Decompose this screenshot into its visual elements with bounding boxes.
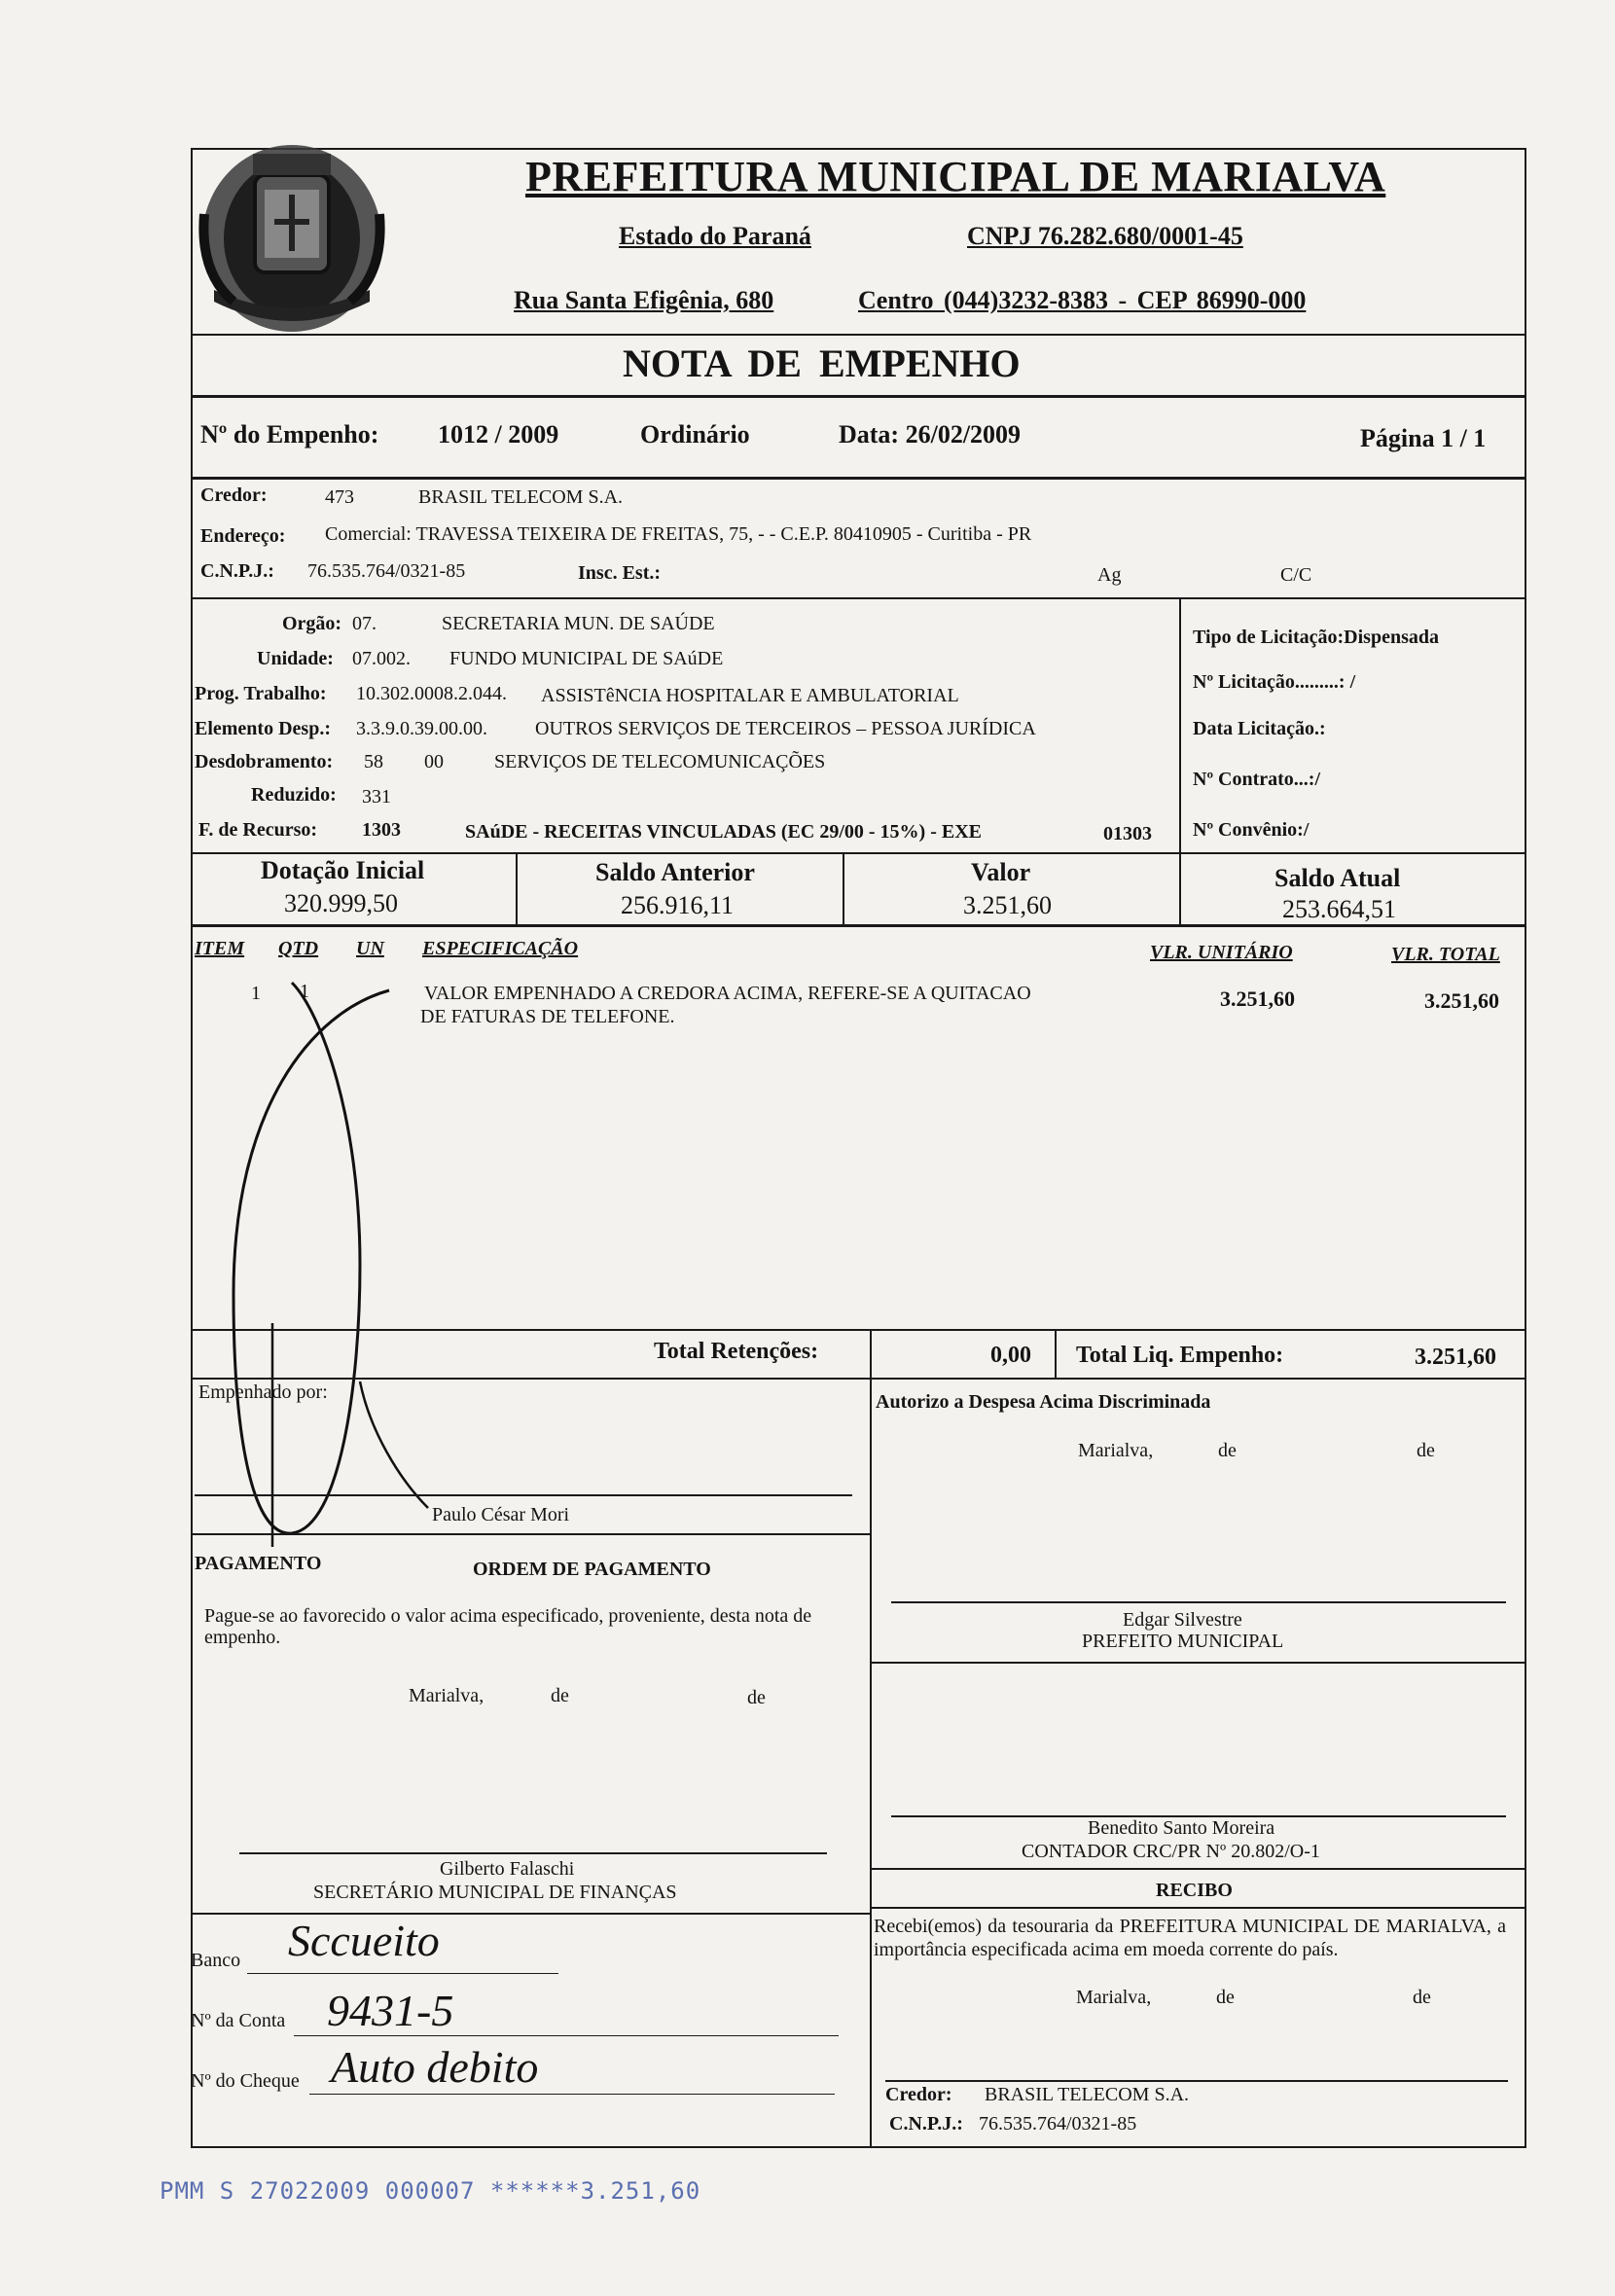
valor-label: Valor: [971, 858, 1031, 886]
handwritten-loop-mark: [195, 973, 467, 1557]
recurso-number: 01303: [1103, 823, 1152, 844]
contador-name: Benedito Santo Moreira: [1088, 1817, 1275, 1839]
col-vlr-unitario: VLR. UNITÁRIO: [1150, 942, 1293, 963]
divider: [870, 1378, 872, 2148]
divider: [191, 924, 1526, 927]
numero-licitacao: Nº Licitação.........: /: [1193, 671, 1356, 693]
divider: [870, 1868, 1526, 1870]
desdobramento-label: Desdobramento:: [195, 751, 334, 772]
processing-stamp: PMM S 27022009 000007 ******3.251,60: [160, 2177, 701, 2205]
recibo-de1: de: [1216, 1987, 1235, 2008]
divider: [191, 1329, 1526, 1331]
signature-line: [885, 2080, 1508, 2082]
recurso-name: SAúDE - RECEITAS VINCULADAS (EC 29/00 - 15%) - EXE: [465, 821, 982, 843]
divider: [870, 1907, 1526, 1909]
cheque-line: [309, 2094, 835, 2095]
saldo-atual-value: 253.664,51: [1282, 895, 1396, 923]
item-unit-value: 3.251,60: [1220, 987, 1295, 1011]
cnpj-label: C.N.P.J.:: [200, 560, 274, 582]
contador-role: CONTADOR CRC/PR Nº 20.802/O-1: [1022, 1841, 1320, 1862]
divider: [870, 1329, 872, 1378]
empenho-number: 1012 / 2009: [438, 420, 559, 448]
orgao-name: SECRETARIA MUN. DE SAÚDE: [442, 613, 715, 634]
prog-code: 10.302.0008.2.044.: [356, 683, 507, 704]
orgao-code: 07.: [352, 613, 377, 634]
saldo-atual-label: Saldo Atual: [1274, 864, 1401, 892]
divider: [843, 852, 844, 924]
recibo-city: Marialva,: [1076, 1987, 1152, 2008]
dotacao-inicial-label: Dotação Inicial: [261, 856, 425, 884]
conta-label: Nº da Conta: [191, 2010, 286, 2031]
divider: [516, 852, 518, 924]
divider: [191, 1378, 1526, 1380]
unidade-code: 07.002.: [352, 648, 411, 669]
pagamento-city: Marialva,: [409, 1685, 484, 1706]
credor-address: Comercial: TRAVESSA TEIXEIRA DE FREITAS, 75, - - C.E.P. 80410905 - Curitiba - PR: [325, 523, 1032, 545]
retencoes-label: Total Retenções:: [654, 1339, 819, 1364]
elemento-code: 3.3.9.0.39.00.00.: [356, 718, 487, 739]
orgao-label: Orgão:: [282, 613, 342, 634]
conta-handwritten: 9431-5: [327, 1986, 454, 2035]
divider: [870, 1662, 1526, 1664]
municipality-title: PREFEITURA MUNICIPAL DE MARIALVA: [525, 153, 1386, 200]
item-total-value: 3.251,60: [1424, 988, 1499, 1013]
desdobramento-name: SERVIÇOS DE TELECOMUNICAÇÕES: [494, 751, 826, 772]
divider: [1055, 1329, 1057, 1378]
reduzido-code: 331: [362, 786, 391, 807]
coat-of-arms-logo: [195, 136, 389, 341]
dotacao-inicial-value: 320.999,50: [284, 889, 398, 917]
saldo-anterior-value: 256.916,11: [621, 891, 735, 919]
recibo-text: Recebi(emos) da tesouraria da PREFEITURA MUNICIPAL DE MARIALVA, a importância especificada acima em moeda corrente do país.: [874, 1916, 1506, 1960]
credor-code: 473: [325, 486, 354, 508]
empenhado-por-label: Empenhado por:: [198, 1381, 328, 1403]
desdobramento-sub: 00: [424, 751, 444, 772]
col-un: UN: [356, 938, 384, 959]
address-label: Endereço:: [200, 525, 286, 547]
prog-label: Prog. Trabalho:: [195, 683, 327, 704]
recurso-code: 1303: [362, 819, 401, 841]
divider: [1179, 852, 1181, 924]
empenhado-por-name: Paulo César Mori: [432, 1504, 570, 1525]
col-vlr-total: VLR. TOTAL: [1391, 944, 1500, 965]
recibo-title: RECIBO: [1156, 1880, 1233, 1901]
credor-label: Credor:: [200, 484, 268, 506]
retencoes-value: 0,00: [990, 1343, 1031, 1368]
numero-convenio: Nº Convênio:/: [1193, 819, 1310, 841]
pagamento-de1: de: [551, 1685, 569, 1706]
secretario-role: SECRETÁRIO MUNICIPAL DE FINANÇAS: [313, 1882, 677, 1903]
recibo-credor-name: BRASIL TELECOM S.A.: [985, 2084, 1190, 2105]
pagamento-de2: de: [747, 1687, 766, 1708]
divider: [191, 395, 1526, 398]
col-especificacao: ESPECIFICAÇÃO: [422, 938, 579, 959]
cheque-label: Nº do Cheque: [191, 2070, 300, 2092]
insc-est-label: Insc. Est.:: [578, 562, 662, 584]
prefeito-name: Edgar Silvestre: [1123, 1609, 1242, 1631]
divider: [191, 852, 1526, 854]
col-qtd: QTD: [278, 938, 319, 959]
ordem-pagamento-label: ORDEM DE PAGAMENTO: [473, 1559, 711, 1580]
pagamento-text: Pague-se ao favorecido o valor acima especificado, proveniente, desta nota de empenho.: [204, 1605, 812, 1648]
saldo-anterior-label: Saldo Anterior: [595, 858, 755, 886]
total-liquido-value: 3.251,60: [1415, 1345, 1496, 1370]
autorizo-de1: de: [1218, 1440, 1237, 1461]
cheque-handwritten: Auto debito: [331, 2042, 539, 2092]
divider: [191, 597, 1526, 599]
banco-line: [247, 1973, 558, 1974]
elemento-label: Elemento Desp.:: [195, 718, 331, 739]
divider: [1179, 597, 1181, 854]
document-title: NOTA DE EMPENHO: [623, 341, 1021, 385]
banco-label: Banco: [191, 1950, 241, 1971]
recurso-label: F. de Recurso:: [198, 819, 318, 841]
prog-name: ASSISTêNCIA HOSPITALAR E AMBULATORIAL: [541, 685, 959, 706]
divider: [191, 334, 1526, 336]
signature-line: [239, 1852, 827, 1854]
credor-cnpj: 76.535.764/0321-85: [307, 560, 466, 582]
recibo-credor-label: Credor:: [885, 2084, 952, 2105]
recibo-de2: de: [1413, 1987, 1431, 2008]
prefeito-role: PREFEITO MUNICIPAL: [1082, 1631, 1284, 1652]
numero-contrato: Nº Contrato...:/: [1193, 769, 1321, 790]
tipo-licitacao: Tipo de Licitação:Dispensada: [1193, 627, 1439, 648]
item-description-line2: DE FATURAS DE TELEFONE.: [420, 1006, 675, 1027]
state-name: Estado do Paraná: [619, 222, 811, 250]
address-contact: Centro (044)3232-8383 - CEP 86990-000: [858, 286, 1307, 314]
divider: [191, 477, 1526, 480]
autorizo-label: Autorizo a Despesa Acima Discriminada: [876, 1391, 1211, 1413]
col-item: ITEM: [195, 938, 245, 959]
data-licitacao: Data Licitação.:: [1193, 718, 1326, 739]
pagamento-label: PAGAMENTO: [195, 1553, 322, 1574]
autorizo-de2: de: [1417, 1440, 1435, 1461]
unidade-name: FUNDO MUNICIPAL DE SAúDE: [449, 648, 724, 669]
account-label: C/C: [1280, 564, 1312, 586]
divider: [191, 1533, 870, 1535]
banco-handwritten: Sccueito: [288, 1916, 440, 1965]
secretario-name: Gilberto Falaschi: [440, 1858, 575, 1880]
elemento-name: OUTROS SERVIÇOS DE TERCEIROS – PESSOA JURÍDICA: [535, 718, 1036, 739]
autorizo-city: Marialva,: [1078, 1440, 1154, 1461]
item-qtd: 1: [300, 981, 309, 1002]
signature-line: [195, 1494, 852, 1496]
agency-label: Ag: [1097, 564, 1122, 586]
cnpj-header: CNPJ 76.282.680/0001-45: [967, 222, 1243, 250]
empenho-label: Nº do Empenho:: [200, 420, 379, 448]
item-number: 1: [251, 983, 261, 1004]
reduzido-label: Reduzido:: [251, 784, 337, 806]
empenho-type: Ordinário: [640, 420, 750, 448]
signature-line: [891, 1601, 1506, 1603]
valor-value: 3.251,60: [963, 891, 1052, 919]
page-number: Página 1 / 1: [1360, 424, 1487, 452]
recibo-cnpj-label: C.N.P.J.:: [889, 2113, 963, 2135]
unidade-label: Unidade:: [257, 648, 334, 669]
empenho-date: Data: 26/02/2009: [839, 420, 1022, 448]
item-description-line1: VALOR EMPENHADO A CREDORA ACIMA, REFERE-SE A QUITACAO: [424, 983, 1031, 1004]
street-address: Rua Santa Efigênia, 680: [514, 286, 774, 314]
total-liquido-label: Total Liq. Empenho:: [1076, 1343, 1284, 1368]
recibo-cnpj: 76.535.764/0321-85: [979, 2113, 1137, 2135]
desdobramento-code: 58: [364, 751, 383, 772]
credor-name: BRASIL TELECOM S.A.: [418, 486, 624, 508]
